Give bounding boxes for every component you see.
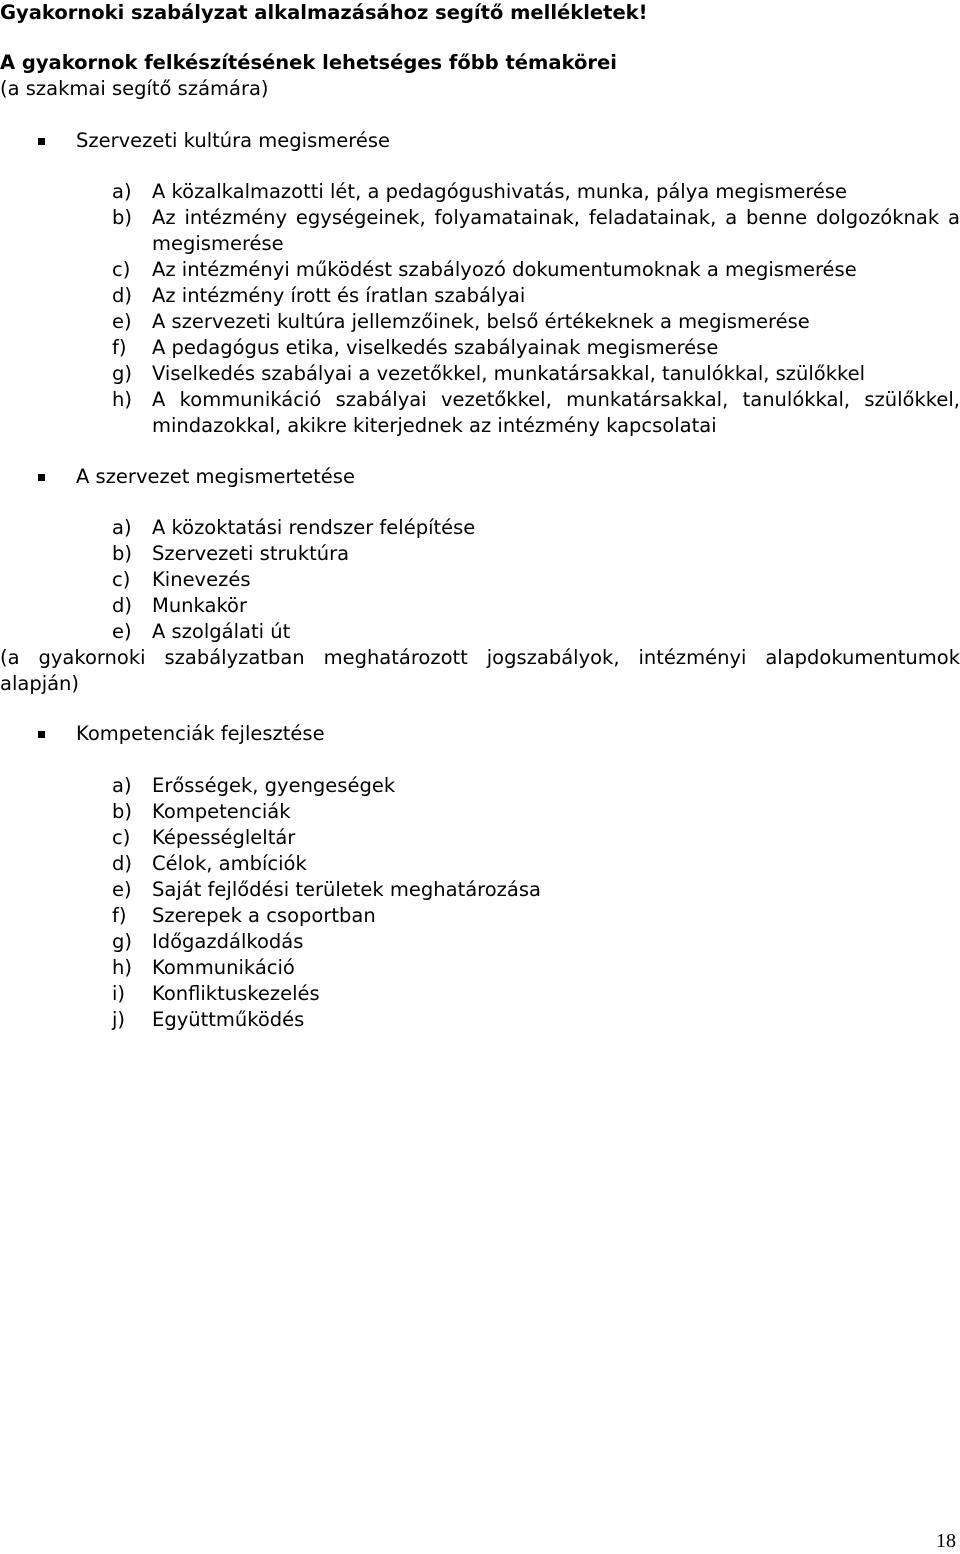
list-item xyxy=(112,619,960,645)
list-item-text: Kompetenciák xyxy=(152,800,291,823)
square-bullet-icon xyxy=(38,474,45,481)
list-marker: b) xyxy=(112,800,132,823)
list-item-text: Szervezeti struktúra xyxy=(152,542,350,565)
list-marker: i) xyxy=(112,982,126,1005)
list-marker: b) xyxy=(112,206,132,229)
list-item-text: Erősségek, gyengeségek xyxy=(152,774,396,797)
list-item-text: Célok, ambíciók xyxy=(152,852,307,875)
list-marker: e) xyxy=(112,878,132,901)
list-marker: g) xyxy=(112,930,132,953)
section-note: (a gyakornoki szabályzatban meghatározott jogszabályok, intézményi alapdokumentumok alapján) xyxy=(0,646,960,695)
list-item-text: A közalkalmazotti lét, a pedagógushivatás, munka, pálya megismerése xyxy=(152,180,848,203)
list-marker: f) xyxy=(112,904,127,927)
square-bullet-icon xyxy=(38,138,45,145)
list-item xyxy=(112,335,960,361)
list-marker: j) xyxy=(112,1008,126,1031)
list-item xyxy=(112,773,960,799)
bullet-heading-text: Kompetenciák fejlesztése xyxy=(76,722,325,745)
list-item-text: Kinevezés xyxy=(152,568,251,591)
list-marker: c) xyxy=(112,826,131,849)
list-item xyxy=(112,981,960,1007)
list-marker: b) xyxy=(112,542,132,565)
list-item xyxy=(112,283,960,309)
list-marker: c) xyxy=(112,258,131,281)
list-item-text: Időgazdálkodás xyxy=(152,930,304,953)
list-item-text: A kommunikáció szabályai vezetőkkel, munkatársakkal, tanulókkal, szülőkkel, mindazokkal, akikre kiterjednek az intézmény kapcsolatai xyxy=(152,388,960,437)
list-item-text: Az intézményi működést szabályozó dokumentumoknak a megismerése xyxy=(152,258,857,281)
list-item-text: A közoktatási rendszer felépítése xyxy=(152,516,476,539)
list-item xyxy=(112,257,960,283)
list-item xyxy=(112,309,960,335)
section-title: A gyakornok felkészítésének lehetséges főbb témakörei xyxy=(0,51,617,74)
list-item xyxy=(112,1007,960,1033)
list-item-text: Viselkedés szabályai a vezetőkkel, munkatársakkal, tanulókkal, szülőkkel xyxy=(152,362,866,385)
list-marker: a) xyxy=(112,180,132,203)
list-item-text: Munkakör xyxy=(152,594,247,617)
list-marker: h) xyxy=(112,956,132,979)
list-item xyxy=(112,877,960,903)
list-item-text: Képességleltár xyxy=(152,826,296,849)
list-item xyxy=(112,903,960,929)
square-bullet-icon xyxy=(38,731,45,738)
list-item xyxy=(112,179,960,205)
bullet-heading-text: A szervezet megismertetése xyxy=(76,465,355,488)
list-item xyxy=(112,361,960,387)
list-item-text: A szervezeti kultúra jellemzőinek, belső értékeknek a megismerése xyxy=(152,310,810,333)
list-item-text: Az intézmény egységeinek, folyamatainak, feladatainak, a benne dolgozóknak a megismerése xyxy=(152,206,960,255)
list-item xyxy=(112,825,960,851)
list-marker: h) xyxy=(112,388,132,411)
list-marker: d) xyxy=(112,852,132,875)
list-marker: d) xyxy=(112,284,132,307)
section-subtitle-note: (a szakmai segítő számára) xyxy=(0,77,269,100)
list-item xyxy=(112,593,960,619)
list-item-text: Együttműködés xyxy=(152,1008,305,1031)
list-item xyxy=(112,205,960,257)
list-item-text: Az intézmény írott és íratlan szabályai xyxy=(152,284,526,307)
list-marker: a) xyxy=(112,774,132,797)
page-number: 18 xyxy=(936,1530,956,1552)
list-item-text: Kommunikáció xyxy=(152,956,295,979)
list-item xyxy=(112,851,960,877)
list-marker: d) xyxy=(112,594,132,617)
list-item xyxy=(112,799,960,825)
list-item xyxy=(112,541,960,567)
list-item-text: Saját fejlődési területek meghatározása xyxy=(152,878,541,901)
list-item xyxy=(112,567,960,593)
list-marker: a) xyxy=(112,516,132,539)
list-item-text: A szolgálati út xyxy=(152,620,291,643)
list-item-text: A pedagógus etika, viselkedés szabályainak megismerése xyxy=(152,336,719,359)
list-marker: f) xyxy=(112,336,127,359)
document-title: Gyakornoki szabályzat alkalmazásához segítő mellékletek! xyxy=(0,1,648,24)
list-item xyxy=(112,955,960,981)
list-marker: e) xyxy=(112,310,132,333)
list-item-text: Konfliktuskezelés xyxy=(152,982,320,1005)
list-item xyxy=(112,929,960,955)
list-item xyxy=(112,387,960,439)
list-marker: e) xyxy=(112,620,132,643)
list-marker: c) xyxy=(112,568,131,591)
list-item-text: Szerepek a csoportban xyxy=(152,904,376,927)
bullet-heading-text: Szervezeti kultúra megismerése xyxy=(76,129,390,152)
list-marker: g) xyxy=(112,362,132,385)
list-item xyxy=(112,515,960,541)
